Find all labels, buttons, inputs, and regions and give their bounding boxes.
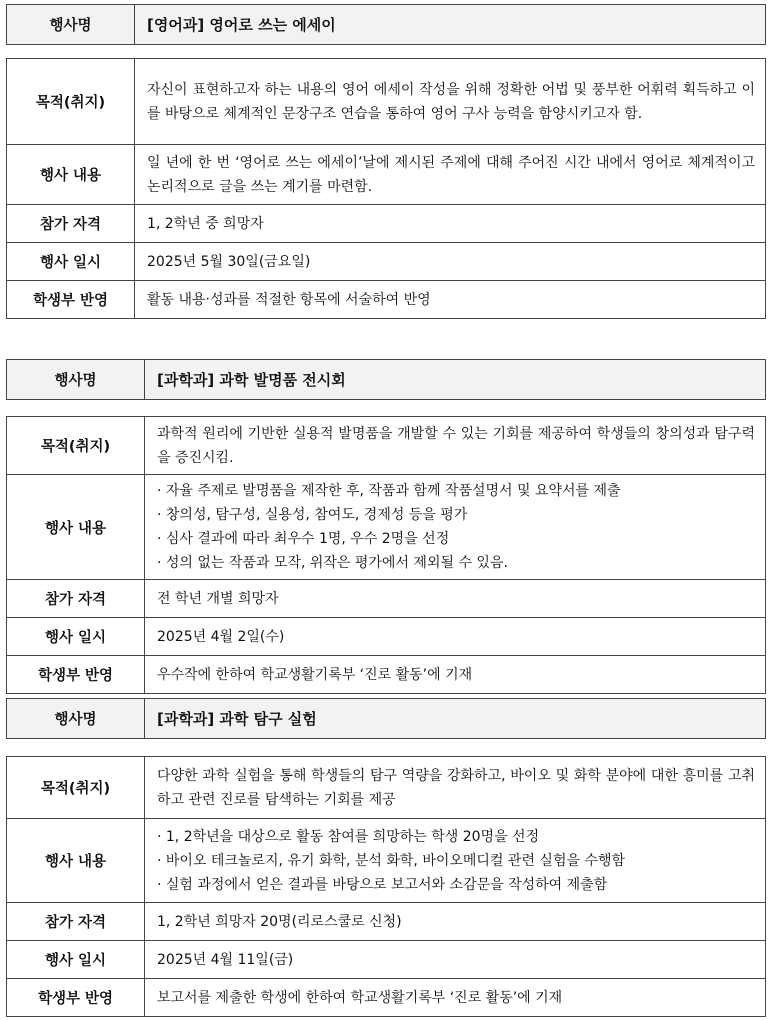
purpose-label: 목적(취지) xyxy=(7,59,135,145)
event-name-label: 행사명 xyxy=(7,360,145,400)
event-2-content xyxy=(145,475,766,580)
event-2-record: 우수작에 한하여 학교생활기록부 ‘진로 활동’에 기재 xyxy=(145,656,766,694)
content-line: · 자율 주제로 발명품을 제작한 후, 작품과 함께 작품설명서 및 요약서를 제출 xyxy=(157,483,621,499)
event-3-detail-table xyxy=(6,756,766,1017)
content-line: · 심사 결과에 따라 최우수 1명, 우수 2명을 선정 xyxy=(157,531,450,547)
eligibility-label: 참가 자격 xyxy=(7,580,145,618)
eligibility-label: 참가 자격 xyxy=(7,205,135,243)
event-3-title-table xyxy=(6,698,766,739)
event-1-detail-table xyxy=(6,58,766,319)
content-line: · 1, 2학년을 대상으로 활동 참여를 희망하는 학생 20명을 선정 xyxy=(157,828,540,845)
event-1-eligibility: 1, 2학년 중 희망자 xyxy=(135,205,766,243)
event-1-date: 2025년 5월 30일(금요일) xyxy=(135,243,766,281)
event-3-date: 2025년 4월 11일(금) xyxy=(145,941,766,979)
event-2-date: 2025년 4월 2일(수) xyxy=(145,618,766,656)
event-name-label: 행사명 xyxy=(7,5,135,45)
date-label: 행사 일시 xyxy=(7,618,145,656)
event-1-title-table xyxy=(6,4,766,45)
event-2-detail-table xyxy=(6,416,766,694)
event-1-purpose: 자신이 표현하고자 하는 내용의 영어 에세이 작성을 위해 정확한 어법 및 풍부한 어휘력 획득하고 이를 바탕으로 체계적인 문장구조 연습을 통하여 영어 구사 능력을 함양시키고자 함. xyxy=(135,59,766,145)
event-3-purpose: 다양한 과학 실험을 통해 학생들의 탐구 역량을 강화하고, 바이오 및 화학 분야에 대한 흥미를 고취하고 관련 진로를 탐색하는 기회를 제공 xyxy=(145,757,766,819)
event-3-record: 보고서를 제출한 학생에 한하여 학교생활기록부 ‘진로 활동’에 기재 xyxy=(145,979,766,1017)
record-label: 학생부 반영 xyxy=(7,979,145,1017)
event-2-eligibility: 전 학년 개별 희망자 xyxy=(145,580,766,618)
event-1-name: [영어과] 영어로 쓰는 에세이 xyxy=(135,5,766,45)
record-label: 학생부 반영 xyxy=(7,656,145,694)
date-label: 행사 일시 xyxy=(7,941,145,979)
content-line: · 실험 과정에서 얻은 결과를 바탕으로 보고서와 소감문을 작성하여 제출함 xyxy=(157,876,608,893)
content-label: 행사 내용 xyxy=(7,475,145,580)
event-2-title-table xyxy=(6,359,766,400)
event-2-name: [과학과] 과학 발명품 전시회 xyxy=(145,360,766,400)
event-name-label: 행사명 xyxy=(7,699,145,739)
content-line: · 성의 없는 작품과 모작, 위작은 평가에서 제외될 수 있음. xyxy=(157,555,508,571)
event-3-content xyxy=(145,819,766,903)
date-label: 행사 일시 xyxy=(7,243,135,281)
content-line: · 바이오 테크놀로지, 유기 화학, 분석 화학, 바이오메디컬 관련 실험을 수행함 xyxy=(157,852,626,869)
event-1-record: 활동 내용‧성과를 적절한 항목에 서술하여 반영 xyxy=(135,281,766,319)
content-label: 행사 내용 xyxy=(7,145,135,205)
event-2-purpose: 과학적 원리에 기반한 실용적 발명품을 개발할 수 있는 기회를 제공하여 학생들의 창의성과 탐구력을 증진시킴. xyxy=(145,417,766,475)
event-1-content: 일 년에 한 번 ‘영어로 쓰는 에세이’날에 제시된 주제에 대해 주어진 시간 내에서 영어로 체계적이고 논리적으로 글을 쓰는 계기를 마련함. xyxy=(135,145,766,205)
content-line: · 창의성, 탐구성, 실용성, 참여도, 경제성 등을 평가 xyxy=(157,507,468,523)
event-3-name: [과학과] 과학 탐구 실험 xyxy=(145,699,766,739)
record-label: 학생부 반영 xyxy=(7,281,135,319)
event-3-eligibility: 1, 2학년 희망자 20명(리로스쿨로 신청) xyxy=(145,903,766,941)
eligibility-label: 참가 자격 xyxy=(7,903,145,941)
purpose-label: 목적(취지) xyxy=(7,757,145,819)
content-label: 행사 내용 xyxy=(7,819,145,903)
purpose-label: 목적(취지) xyxy=(7,417,145,475)
